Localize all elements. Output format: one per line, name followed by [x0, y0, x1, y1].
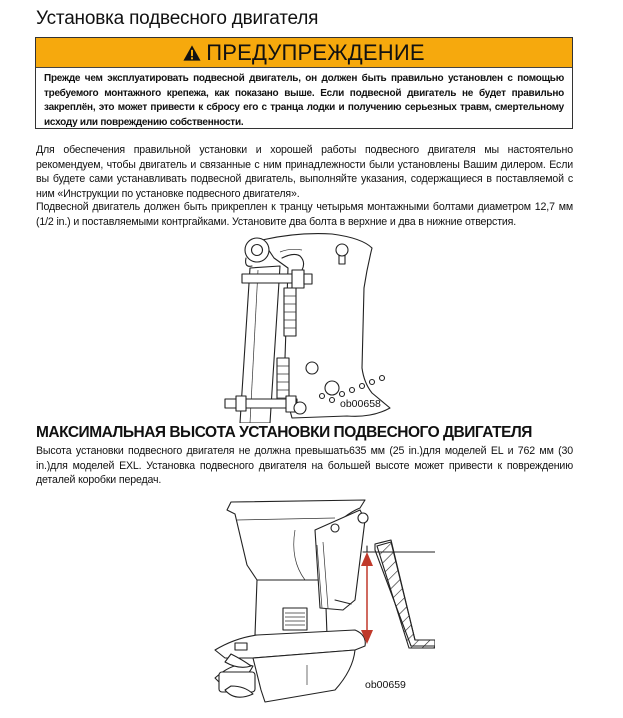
figure-code-height: ob00659	[365, 679, 406, 691]
figure-code-bracket: ob00658	[340, 398, 381, 410]
dealer-install-paragraph: Для обеспечения правильной установки и хорошей работы подвесного двигателя мы настоятельно рекомендуем, чтобы двигатель и связанные с ним принадлежности были установлены Вашим дилером. Если вы будете сами устанавливать подвесной двигатель, выполняйте указания, содержащиеся в поставляемой с ним «Инструкции по установке подвесного двигателя».	[36, 144, 573, 200]
section-title: МАКСИМАЛЬНАЯ ВЫСОТА УСТАНОВКИ ПОДВЕСНОГО ДВИГАТЕЛЯ	[36, 424, 532, 441]
outboard-height-illustration	[195, 490, 435, 705]
bolts-paragraph: Подвесной двигатель должен быть прикреплен к транцу четырьмя монтажными болтами диаметром 12,7 мм (1/2 in.) и поставляемыми контргайками. Установите два болта в верхние и два в нижние отверстия.	[36, 201, 573, 228]
max-height-paragraph: Высота установки подвесного двигателя не должна превышать635 мм (25 in.)для моделей EL и 762 мм (30 in.)для моделей EXL. Установка подвесного двигателя на большей высоте может привести к повреждению деталей коробки передач.	[36, 445, 573, 487]
warning-header	[36, 38, 572, 68]
page-title: Установка подвесного двигателя	[36, 8, 319, 29]
warning-header-label: ПРЕДУПРЕЖДЕНИЕ	[206, 39, 425, 65]
warning-box	[35, 37, 573, 129]
bracket-illustration	[222, 228, 402, 423]
warning-triangle-icon	[183, 44, 201, 62]
warning-text: Прежде чем эксплуатировать подвесной двигатель, он должен быть правильно установлен с помощью требуемого монтажного крепежа, как показано выше. Если подвесной двигатель не будет правильно закреплён, это может привести к сбросу его с транца лодки и получению серьезных травм, смертельному исходу или повреждению собственности.	[44, 73, 564, 128]
